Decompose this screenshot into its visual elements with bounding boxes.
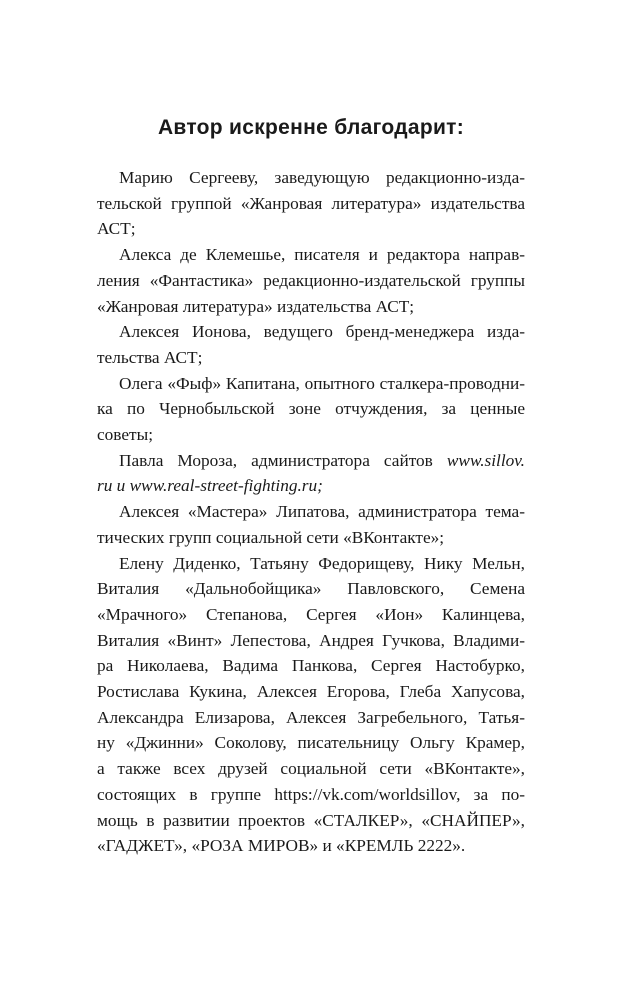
acknowledgement-paragraph [97, 165, 525, 242]
acknowledgement-paragraph [97, 242, 525, 319]
acknowledgement-paragraph [97, 448, 525, 499]
text-line: Марию Сергееву, заведующую редакционно-изда- [119, 168, 525, 187]
acknowledgement-paragraph [97, 371, 525, 448]
text-line: «ГАДЖЕТ», «РОЗА МИРОВ» и «КРЕМЛЬ 2222». [97, 836, 466, 856]
acknowledgement-paragraph [97, 499, 525, 550]
text-line: тельства АСТ; [97, 347, 203, 367]
text-line: тических групп социальной сети «ВКонтакте»; [97, 527, 445, 547]
text-line: ления «Фантастика» редакционно-издательской группы [97, 270, 525, 290]
text-line: тельской группой «Жанровая литература» издательства [97, 193, 525, 213]
text-line: ка по Чернобыльской зоне отчуждения, за ценные [97, 399, 525, 419]
text-line: состоящих в группе https://vk.com/worldsillov, за по- [97, 784, 525, 804]
text-line: Виталия «Винт» Лепестова, Андрея Гучкова, Владими- [97, 630, 525, 650]
text-segment: Павла Мороза, администратора сайтов [119, 450, 447, 470]
text-line: Виталия «Дальнобойщика» Павловского, Семена [97, 579, 525, 599]
text-line: Алексея «Мастера» Липатова, администратора тема- [119, 502, 525, 522]
text-line: АСТ; [97, 219, 136, 239]
acknowledgement-paragraph [97, 551, 525, 859]
website-link-text: ru и www.real-street-fighting.ru; [97, 476, 323, 496]
text-line [97, 448, 525, 474]
text-line: Елену Диденко, Татьяну Федорищеву, Нику Мельн, [119, 553, 525, 573]
text-line: а также всех друзей социальной сети «ВКонтакте», [97, 759, 525, 779]
text-line: ра Николаева, Вадима Панкова, Сергея Настобурко, [97, 656, 525, 676]
text-line: Ростислава Кукина, Алексея Егорова, Глеба Хапусова, [97, 682, 525, 702]
acknowledgement-paragraph [97, 319, 525, 370]
text-line: советы; [97, 425, 154, 445]
page-title: Автор искренне благодарит: [157, 116, 465, 139]
text-line: мощь в развитии проектов «СТАЛКЕР», «СНАЙПЕР», [97, 810, 525, 830]
text-line: Алекса де Клемешье, писателя и редактора направ- [119, 245, 525, 265]
text-line: ну «Джинни» Соколову, писательницу Ольгу Крамер, [97, 733, 525, 753]
text-line: «Мрачного» Степанова, Сергея «Ион» Калинцева, [97, 604, 525, 624]
text-line: Александра Елизарова, Алексея Загребельного, Татья- [97, 707, 525, 727]
text-line: Алексея Ионова, ведущего бренд-менеджера изда- [119, 322, 525, 342]
text-line: Олега «Фыф» Капитана, опытного сталкера-проводни- [119, 373, 525, 393]
page-content [97, 116, 525, 859]
website-link-text: www.sillov. [446, 450, 525, 470]
text-line: «Жанровая литература» издательства АСТ; [97, 296, 415, 316]
